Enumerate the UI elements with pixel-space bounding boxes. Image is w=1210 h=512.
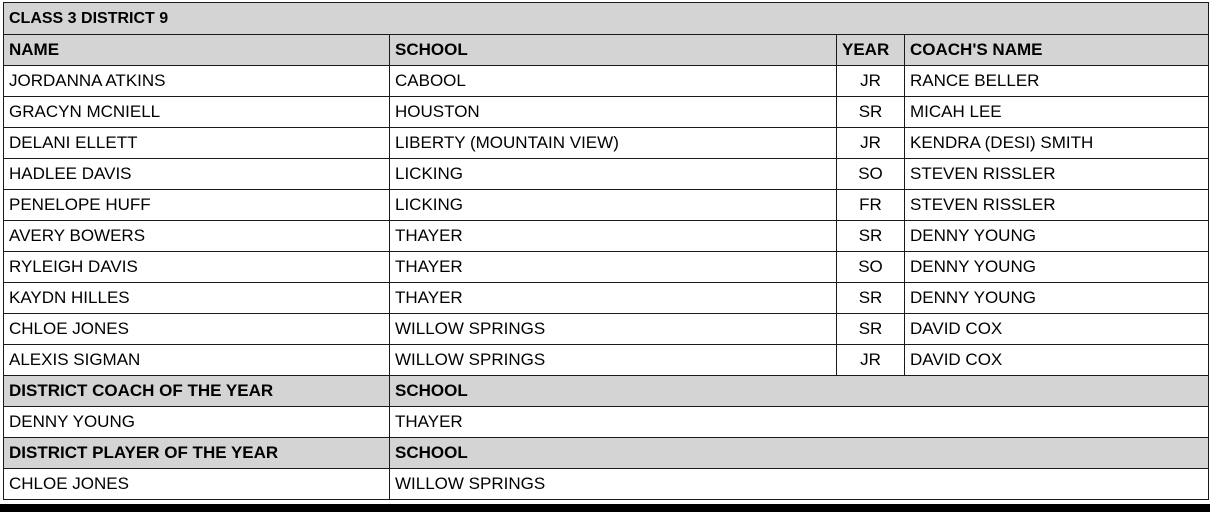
player-of-year-row bbox=[4, 469, 1209, 500]
player-coach: DENNY YOUNG bbox=[905, 252, 1209, 283]
player-name: HADLEE DAVIS bbox=[4, 159, 390, 190]
all-district-table bbox=[3, 2, 1209, 500]
player-coach: DENNY YOUNG bbox=[905, 221, 1209, 252]
player-year: SR bbox=[837, 221, 905, 252]
player-coach: DENNY YOUNG bbox=[905, 283, 1209, 314]
player-of-year-school: WILLOW SPRINGS bbox=[390, 469, 837, 500]
table-title: CLASS 3 DISTRICT 9 bbox=[4, 3, 1209, 35]
header-school: SCHOOL bbox=[390, 35, 837, 66]
column-header-row bbox=[4, 35, 1209, 66]
player-school: WILLOW SPRINGS bbox=[390, 314, 837, 345]
player-year: SR bbox=[837, 97, 905, 128]
player-school: LICKING bbox=[390, 159, 837, 190]
player-coach: STEVEN RISSLER bbox=[905, 159, 1209, 190]
player-school: WILLOW SPRINGS bbox=[390, 345, 837, 376]
table-row bbox=[4, 128, 1209, 159]
player-of-year-label: DISTRICT PLAYER OF THE YEAR bbox=[4, 438, 390, 469]
player-school: THAYER bbox=[390, 283, 837, 314]
player-coach: RANCE BELLER bbox=[905, 66, 1209, 97]
table-row bbox=[4, 345, 1209, 376]
player-year: FR bbox=[837, 190, 905, 221]
player-school: HOUSTON bbox=[390, 97, 837, 128]
player-name: GRACYN MCNIELL bbox=[4, 97, 390, 128]
player-year: SR bbox=[837, 314, 905, 345]
player-coach: DAVID COX bbox=[905, 314, 1209, 345]
player-coach: MICAH LEE bbox=[905, 97, 1209, 128]
bottom-divider bbox=[0, 504, 1210, 512]
player-coach: DAVID COX bbox=[905, 345, 1209, 376]
header-year: YEAR bbox=[837, 35, 905, 66]
table-row bbox=[4, 97, 1209, 128]
player-school: CABOOL bbox=[390, 66, 837, 97]
table-row bbox=[4, 221, 1209, 252]
player-coach: KENDRA (DESI) SMITH bbox=[905, 128, 1209, 159]
coach-of-year-school-header: SCHOOL bbox=[390, 376, 837, 407]
player-name: RYLEIGH DAVIS bbox=[4, 252, 390, 283]
coach-of-year-school: THAYER bbox=[390, 407, 837, 438]
header-name: NAME bbox=[4, 35, 390, 66]
table-row bbox=[4, 252, 1209, 283]
player-of-year-header-row bbox=[4, 438, 1209, 469]
player-year: JR bbox=[837, 66, 905, 97]
coach-of-year-label: DISTRICT COACH OF THE YEAR bbox=[4, 376, 390, 407]
table-row bbox=[4, 190, 1209, 221]
player-name: DELANI ELLETT bbox=[4, 128, 390, 159]
title-row bbox=[4, 3, 1209, 35]
player-school: LICKING bbox=[390, 190, 837, 221]
player-year: JR bbox=[837, 128, 905, 159]
player-name: AVERY BOWERS bbox=[4, 221, 390, 252]
player-year: SO bbox=[837, 252, 905, 283]
coach-of-year-row bbox=[4, 407, 1209, 438]
table-row bbox=[4, 159, 1209, 190]
player-year: SR bbox=[837, 283, 905, 314]
player-school: THAYER bbox=[390, 252, 837, 283]
player-name: CHLOE JONES bbox=[4, 314, 390, 345]
player-year: JR bbox=[837, 345, 905, 376]
header-coach: COACH'S NAME bbox=[905, 35, 1209, 66]
player-name: JORDANNA ATKINS bbox=[4, 66, 390, 97]
coach-of-year-header-row bbox=[4, 376, 1209, 407]
player-name: PENELOPE HUFF bbox=[4, 190, 390, 221]
player-name: ALEXIS SIGMAN bbox=[4, 345, 390, 376]
table-row bbox=[4, 283, 1209, 314]
coach-of-year-name: DENNY YOUNG bbox=[4, 407, 390, 438]
table-row bbox=[4, 314, 1209, 345]
player-name: KAYDN HILLES bbox=[4, 283, 390, 314]
player-year: SO bbox=[837, 159, 905, 190]
table-row bbox=[4, 66, 1209, 97]
player-coach: STEVEN RISSLER bbox=[905, 190, 1209, 221]
player-of-year-school-header: SCHOOL bbox=[390, 438, 837, 469]
player-of-year-name: CHLOE JONES bbox=[4, 469, 390, 500]
player-school: THAYER bbox=[390, 221, 837, 252]
player-school: LIBERTY (MOUNTAIN VIEW) bbox=[390, 128, 837, 159]
